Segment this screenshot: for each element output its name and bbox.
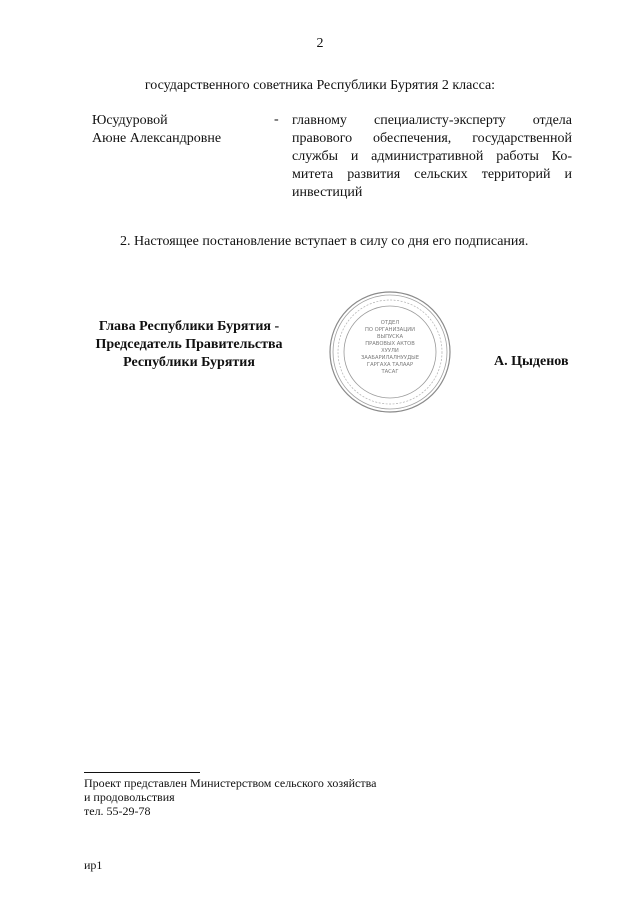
signatory-title-line: Глава Республики Бурятия - xyxy=(98,319,280,334)
signatory-title xyxy=(78,318,300,372)
stamp-line: ОТДЕЛ xyxy=(380,320,400,326)
appointee-given-names: Аюне Александровне xyxy=(92,131,222,146)
footer-phone: тел. 55-29-78 xyxy=(84,804,151,818)
footer-line: Проект представлен Министерством сельского хозяйства xyxy=(84,776,377,790)
page-number: 2 xyxy=(316,36,324,51)
stamp-line: ПРАВОВЫХ АКТОВ xyxy=(365,341,415,347)
signatory-title-line: Республики Бурятия xyxy=(123,355,255,370)
separator-dash: - xyxy=(274,112,279,127)
appointee-surname: Юсудуровой xyxy=(92,113,168,128)
official-stamp xyxy=(328,290,452,414)
footer-line: и продовольствия xyxy=(84,790,175,804)
stamp-line: ВЫПУСКА xyxy=(376,334,404,340)
position-line: митета развития сельских территорий и xyxy=(292,167,572,182)
stamp-line: ТАСАГ xyxy=(381,369,399,375)
position-line: главному специалисту-эксперту отдела xyxy=(292,113,572,128)
clause-2: 2. Настоящее постановление вступает в силу со дня его подписания. xyxy=(120,234,529,249)
stamp-line: ГАРГАХА ТАЛААР xyxy=(366,362,414,368)
position-line: службы и административной работы Ко- xyxy=(292,149,572,164)
stamp-line: ХУУЛИ xyxy=(381,348,399,354)
position-line: инвестиций xyxy=(292,185,363,200)
document-code: ир1 xyxy=(84,858,103,872)
footer-divider xyxy=(84,772,200,773)
appointee-position xyxy=(292,112,572,202)
signatory-name: А. Цыденов xyxy=(494,354,569,369)
appointee-name xyxy=(92,112,221,148)
stamp-line: ПО ОРГАНИЗАЦИИ xyxy=(364,327,416,333)
position-line: правового обеспечения, государственной xyxy=(292,131,572,146)
signatory-title-line: Председатель Правительства xyxy=(95,337,283,352)
footer-note xyxy=(84,776,376,818)
stamp-line: ЗААБАРИЛАЛНУУДЫЕ xyxy=(360,355,420,361)
document-subtitle: государственного советника Республики Бурятия 2 класса: xyxy=(144,78,496,93)
